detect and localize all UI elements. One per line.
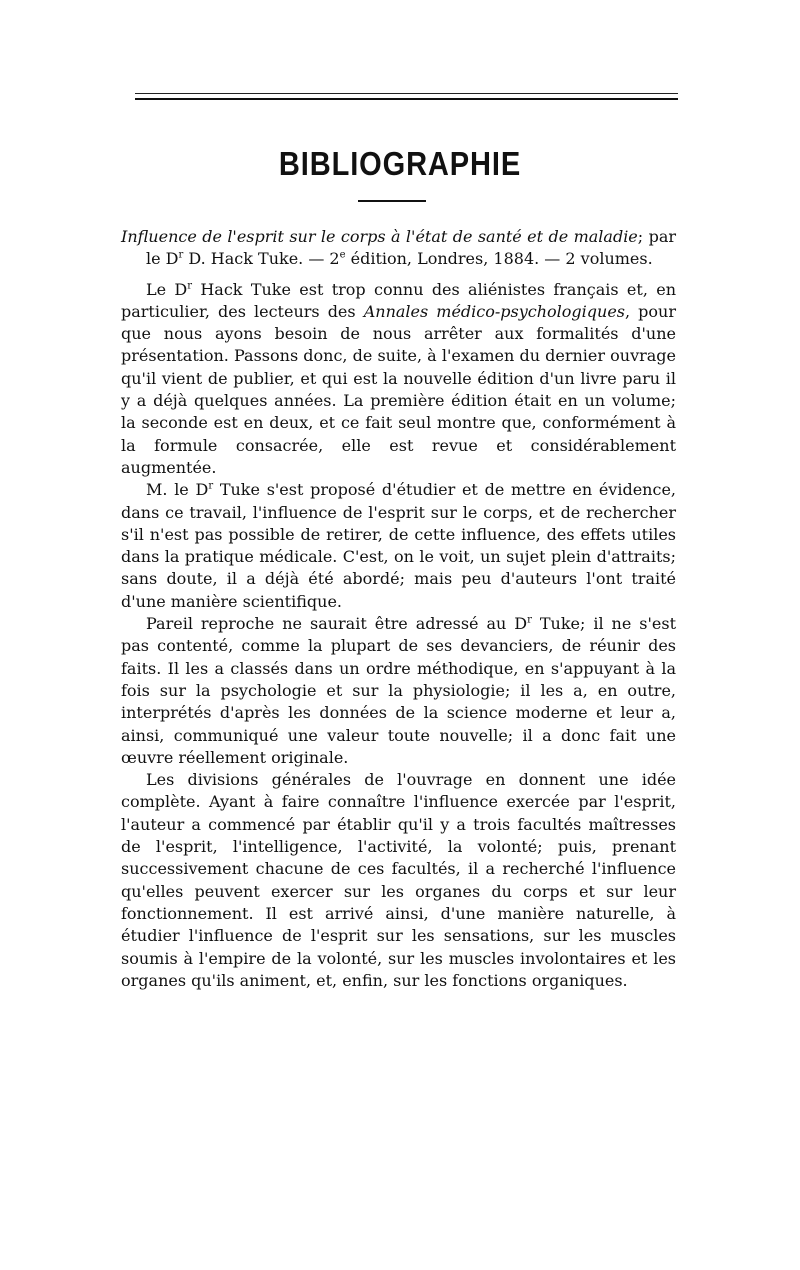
paragraph-1-sup: r: [187, 280, 193, 292]
paragraph-4: [121, 769, 676, 992]
paragraph-2-mid: Tuke s'est proposé d'étudier et de mettre en évidence, dans ce travail, l'influence de l'esprit sur le corps, et de rechercher s'il n'est pas possible de retirer, de cette influence, des effets utiles dans la pratique médicale. C'est, on le voit, un sujet plein d'attraits; sans doute, il a déjà été abordé; mais peu d'auteurs l'ont traité d'une manière scientifique.: [121, 480, 676, 611]
paragraph-3-mid: Tuke; il ne s'est pas contenté, comme la plupart de ses devanciers, de réunir des faits. Il les a classés dans un ordre méthodique, en s'appuyant à la fois sur la psychologie et sur la physiologie; il les a, en outre, interprétés d'après les données de la science moderne et leur a, ainsi, communiqué une valeur toute nouvelle; il a donc fait une œuvre réellement originale.: [121, 614, 677, 767]
bibliographic-entry: [121, 226, 676, 271]
paragraph-3: [121, 613, 676, 769]
paragraph-1-post: , pour que nous ayons besoin de nous arrêter aux formalités d'une présentation. Passons donc, de suite, à l'examen du dernier ouvrage qu'il vient de publier, et qui est la nouvelle édition d'un livre paru il y a déjà quelques années. La première édition était en un volume; la seconde est en deux, et ce fait seul montre que, conformément à la formule consacrée, elle est revue et considérablement augmentée.: [121, 301, 677, 477]
paragraph-3-pre: Pareil reproche ne saurait être adressé au D: [146, 614, 528, 634]
entry-book-title: Influence de l'esprit sur le corps à l'état de santé et de maladie: [121, 227, 638, 246]
page-title: BIBLIOGRAPHIE: [278, 145, 522, 182]
entry-edition-rest: édition, Londres, 1884. — 2 volumes.: [345, 249, 653, 269]
entry-edition-sup: e: [339, 249, 346, 261]
paragraph-1-pre: Le D: [146, 279, 188, 299]
paragraph-2: [121, 479, 676, 613]
header-double-rule: [135, 93, 678, 100]
entry-author-sup: r: [178, 249, 184, 261]
paragraph-3-sup: r: [527, 614, 532, 626]
entry-author-prefix: ; par le D: [146, 227, 677, 269]
journal-title: Annales médico-psychologiques: [363, 301, 626, 321]
article-body: [121, 226, 676, 992]
paragraph-1: [121, 279, 676, 480]
entry-author-rest: D. Hack Tuke. — 2: [183, 249, 340, 269]
title-underline-rule: [358, 200, 426, 202]
paragraph-1-mid: Hack Tuke est trop connu des aliénistes français et, en particulier, des lecteurs des: [121, 279, 676, 321]
paragraph-2-sup: r: [208, 480, 214, 492]
paragraph-4-pre: Les divisions générales de l'ouvrage en donnent une idée complète. Ayant à faire connaître l'influence exercée par l'esprit, l'auteur a commencé par établir qu'il y a trois facultés maîtresses de l'esprit, l'intelligence, l'activité, la volonté; puis, prenant successivement chacune de ces facultés, il a recherché l'influence qu'elles peuvent exercer sur les organes du corps et sur leur fonctionnement. Il est arrivé ainsi, d'une manière naturelle, à étudier l'influence de l'esprit sur les sensations, sur les muscles soumis à l'empire de la volonté, sur les muscles involontaires et les organes qu'ils animent, et, enfin, sur les fonctions organiques.: [121, 770, 676, 990]
paragraph-2-pre: M. le D: [146, 480, 209, 500]
